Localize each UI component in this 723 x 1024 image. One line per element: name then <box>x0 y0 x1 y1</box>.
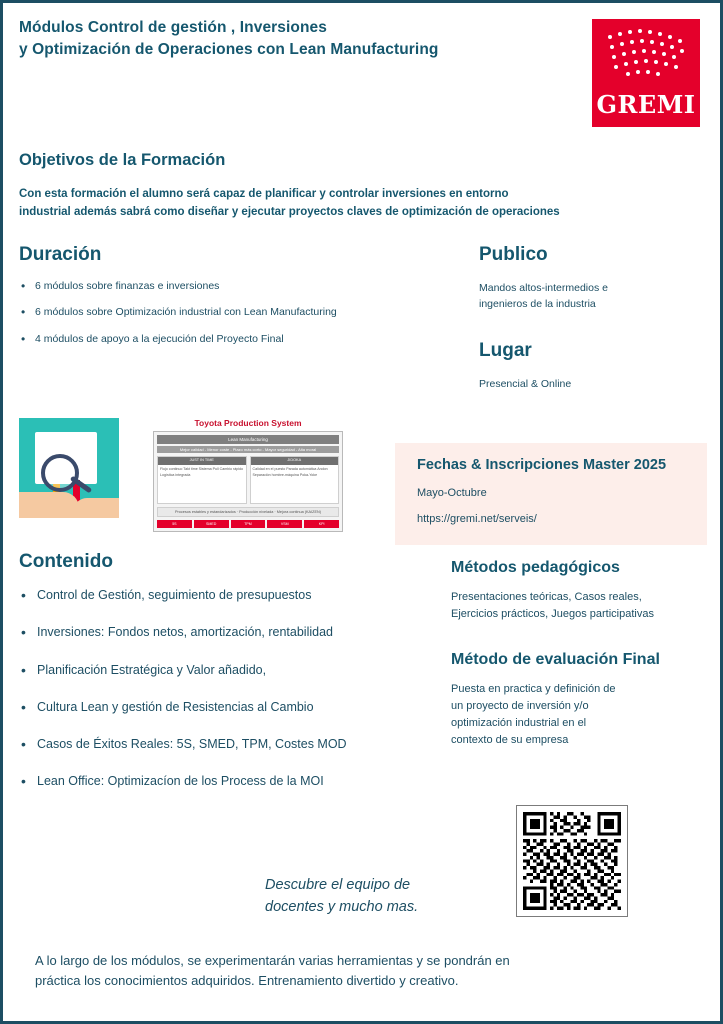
list-item: • Planificación Estratégica y Valor añadido, <box>19 662 437 678</box>
tps-house <box>153 431 343 532</box>
list-item: • 6 módulos sobre Optimización industrial con Lean Manufacturing <box>19 306 471 320</box>
objetivos-text-line-2: industrial además sabrá como diseñar y ejecutar proyectos claves de optimización de operaciones <box>19 205 560 218</box>
tps-roof-goals: Mejor calidad - Menor coste - Plazo más corto - Mayor seguridad - Alta moral <box>157 446 339 453</box>
tps-foundation-item: KPI <box>304 520 339 528</box>
tps-roof: Lean Manufacturing <box>157 435 339 444</box>
tps-foundation-row <box>157 520 339 528</box>
fechas-period: Mayo-Octubre <box>417 487 487 499</box>
duracion-section <box>19 244 471 393</box>
mid-columns <box>19 244 704 393</box>
metodos-text <box>451 589 704 623</box>
metodos-text-line-1: Presentaciones teóricas, Casos reales, <box>451 591 642 603</box>
tps-pillar-jidoka-header: JIDOKA <box>251 457 339 465</box>
contenido-list <box>19 587 437 790</box>
publico-text <box>479 280 704 313</box>
descubre-text <box>265 875 495 919</box>
duracion-heading: Duración <box>19 243 102 265</box>
page-title-line-2: y Optimización de Operaciones con Lean Manufacturing <box>19 41 439 59</box>
tps-pillar-jidoka-text: Calidad en el puesto Parada automática Andon Separación hombre-máquina Poka-Yoke <box>252 467 328 477</box>
list-item: • 6 módulos sobre finanzas e inversiones <box>19 280 471 294</box>
list-item: • Inversiones: Fondos netos, amortización, rentabilidad <box>19 624 437 640</box>
logo-dots-icon <box>602 27 690 89</box>
publico-lugar-column <box>471 244 704 393</box>
evaluacion-text-line-2: un proyecto de inversión y/o <box>451 700 589 713</box>
list-item: • 4 módulos de apoyo a la ejecución del Proyecto Final <box>19 333 471 347</box>
qr-code[interactable] <box>516 805 628 917</box>
hand-shape <box>19 492 79 518</box>
evaluacion-heading: Método de evaluación Final <box>451 651 660 669</box>
hand-shape <box>73 498 119 518</box>
publico-text-line-1: Mandos altos-intermedios e <box>479 281 608 294</box>
tps-pillar-jit-text: Flujo continuo Takt time Sistema Pull Cambio rápido Logística integrada <box>160 467 244 477</box>
tps-foundation-item: SMED <box>194 520 229 528</box>
footer-line-2: práctica los conocimientos adquiridos. Entrenamiento divertido y creativo. <box>35 973 459 989</box>
objetivos-text-line-1: Con esta formación el alumno será capaz de planificar y controlar inversiones en entorno <box>19 188 509 200</box>
publico-heading: Publico <box>479 243 548 265</box>
evaluacion-text <box>451 681 704 749</box>
lugar-heading: Lugar <box>479 340 532 362</box>
tps-pillars <box>157 456 339 504</box>
list-item: • Cultura Lean y gestión de Resistencias al Cambio <box>19 699 437 715</box>
objetivos-heading: Objetivos de la Formación <box>19 151 226 169</box>
duracion-list <box>19 280 471 347</box>
evaluacion-text-line-1: Puesta en practica y definición de <box>451 683 616 696</box>
descubre-line-2: docentes y mucho mas. <box>265 898 419 915</box>
toyota-production-system-diagram <box>153 418 343 532</box>
title-block <box>19 17 438 62</box>
metodos-text-line-2: Ejercicios prácticos, Juegos participativas <box>451 608 654 621</box>
qr-code-icon <box>523 812 621 910</box>
contenido-section <box>19 551 437 811</box>
tps-foundation-item: TPM <box>231 520 266 528</box>
footer-text <box>35 951 692 991</box>
descubre-line-1: Descubre el equipo de <box>265 877 411 893</box>
lower-columns <box>19 551 704 811</box>
list-item: • Casos de Éxitos Reales: 5S, SMED, TPM, Costes MOD <box>19 736 437 752</box>
poster-header <box>19 17 704 127</box>
gremi-logo <box>592 19 700 127</box>
footer-line-1: A lo largo de los módulos, se experimentarán varias herramientas y se pondrán en <box>35 953 510 968</box>
evaluacion-text-line-4: contexto de su empresa <box>451 734 569 747</box>
metodos-heading: Métodos pedagógicos <box>451 559 620 576</box>
contenido-heading: Contenido <box>19 551 113 572</box>
tps-base: Procesos estables y estandarizados · Producción nivelada · Mejora continua (KAIZEN) <box>157 507 339 517</box>
tps-pillar-jit <box>157 456 247 504</box>
lugar-text: Presencial & Online <box>479 378 572 391</box>
analytics-illustration <box>19 418 119 518</box>
tps-foundation-item: VSM <box>267 520 302 528</box>
inscripciones-link[interactable]: https://gremi.net/serveis/ <box>417 513 537 525</box>
objetivos-text <box>19 186 679 222</box>
tps-foundation-item: 5S <box>157 520 192 528</box>
metodos-evaluacion-column <box>437 551 704 811</box>
list-item: • Lean Office: Optimizacíon de los Process de la MOI <box>19 773 437 789</box>
tps-title: Toyota Production System <box>194 418 302 429</box>
tps-pillar-jidoka <box>250 456 340 504</box>
fechas-title: Fechas & Inscripciones Master 2025 <box>417 457 667 473</box>
evaluacion-text-line-3: optimización industrial en el <box>451 717 587 730</box>
list-item: • Control de Gestión, seguimiento de presupuestos <box>19 587 437 603</box>
fechas-inscripciones-box <box>395 443 707 545</box>
page-title-line-1: Módulos Control de gestión , Inversiones <box>19 19 327 36</box>
logo-wordmark: GREMI <box>596 90 696 119</box>
publico-text-line-2: ingenieros de la industria <box>479 297 596 310</box>
tps-pillar-jit-header: JUST IN TIME <box>158 457 246 465</box>
